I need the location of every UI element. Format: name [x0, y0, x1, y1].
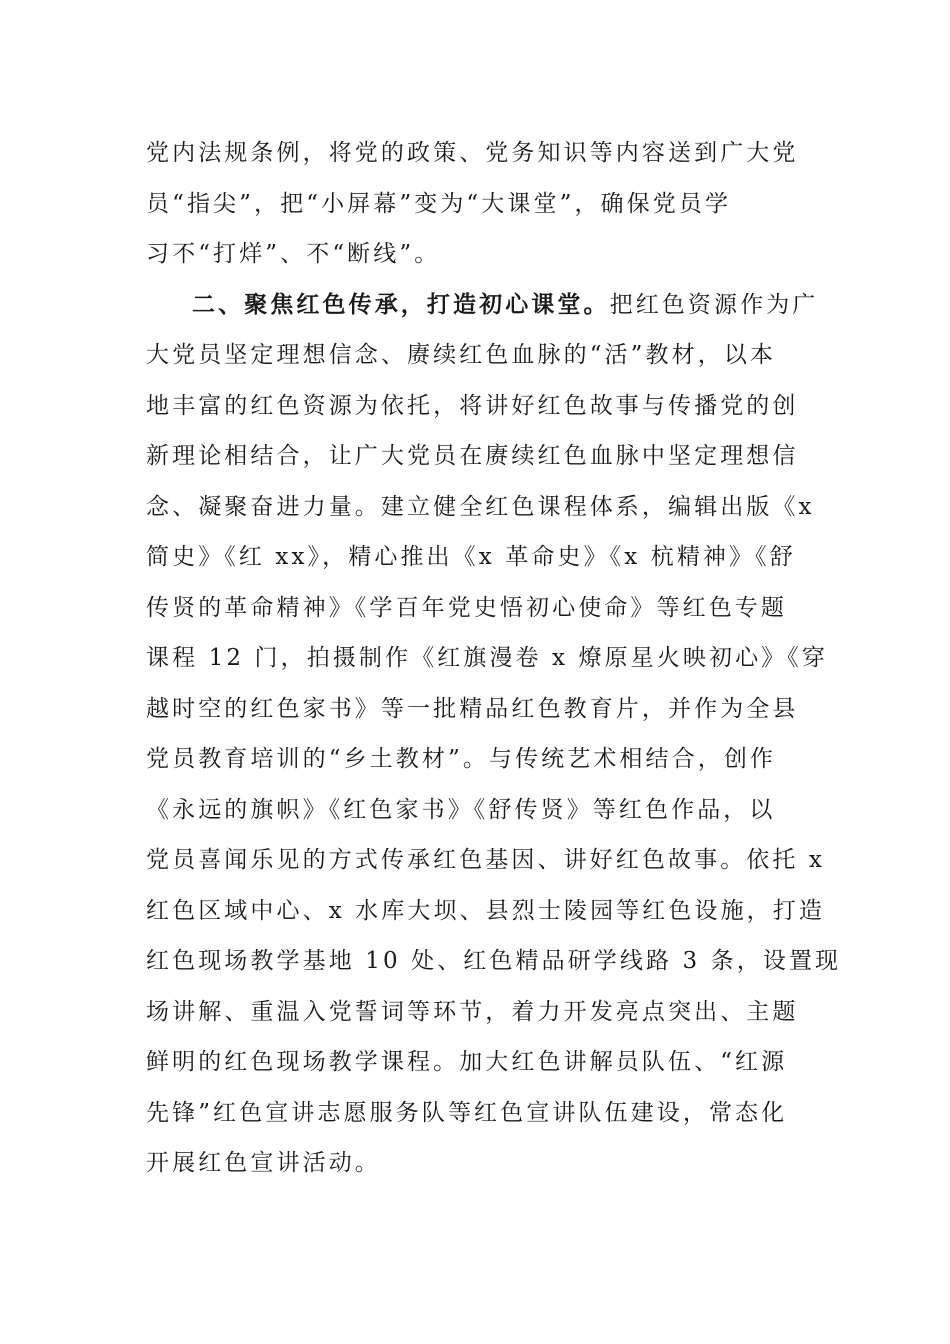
paragraph-2: [146, 280, 842, 1189]
text-line: 鲜明的红色现场教学课程。加大红色讲解员队伍、“红源: [146, 1049, 788, 1075]
text-line: 《永远的旗帜》《红色家书》《舒传贤》等红色作品，以: [146, 796, 776, 823]
text-line: 开展红色宣讲活动。: [146, 1150, 381, 1176]
text-line: 党员教育培训的“乡土教材”。与传统艺术相结合，创作: [146, 746, 777, 772]
body-text: [146, 128, 842, 1189]
text-line: 课程 12 门，拍摄制作《红旗漫卷 x 燎原星火映初心》《穿: [146, 645, 828, 671]
text-line: 党员喜闻乐见的方式传承红色基因、讲好红色故事。依托 x: [146, 847, 825, 873]
text-line: 念、凝聚奋进力量。建立健全红色课程体系，编辑出版《x: [146, 493, 815, 520]
text-line: 新理论相结合，让广大党员在赓续红色血脉中坚定理想信: [146, 443, 799, 469]
text-line: 传贤的革命精神》《学百年党史悟初心使命》等红色专题: [146, 594, 787, 621]
paragraph-1: [146, 128, 810, 280]
text-line: 党内法规条例，将党的政策、党务知识等内容送到广大党: [146, 140, 799, 166]
section-heading: 二、聚焦红色传承，打造初心课堂。: [192, 290, 610, 318]
text-line: 员“指尖”，把“小屏幕”变为“大课堂”，确保党员学: [146, 190, 732, 217]
text-line: 越时空的红色家书》等一批精品红色教育片，并作为全县: [146, 695, 799, 722]
text-line: 红色现场教学基地 10 处、红色精品研学线路 3 条，设置现: [146, 948, 842, 974]
text-line: 场讲解、重温入党誓词等环节，着力开发亮点突出、主题: [146, 998, 799, 1025]
text-line: 简史》《红 xx》，精心推出《x 革命史》《x 杭精神》《舒: [146, 544, 796, 570]
text-line: 先锋”红色宣讲志愿服务队等红色宣讲队伍建设，常态化: [146, 1099, 788, 1126]
text-line: 习不“打烊”、不“断线”。: [146, 241, 441, 267]
text-line: 地丰富的红色资源为依托，将讲好红色故事与传播党的创: [146, 392, 799, 419]
heading-line-rest: 把红色资源作为广: [609, 291, 819, 318]
text-line: 红色区域中心、x 水库大坝、县烈士陵园等红色设施，打造: [146, 897, 825, 924]
text-line: 大党员坚定理想信念、赓续红色血脉的“活”教材，以本: [146, 342, 777, 368]
text-line: [146, 280, 819, 331]
